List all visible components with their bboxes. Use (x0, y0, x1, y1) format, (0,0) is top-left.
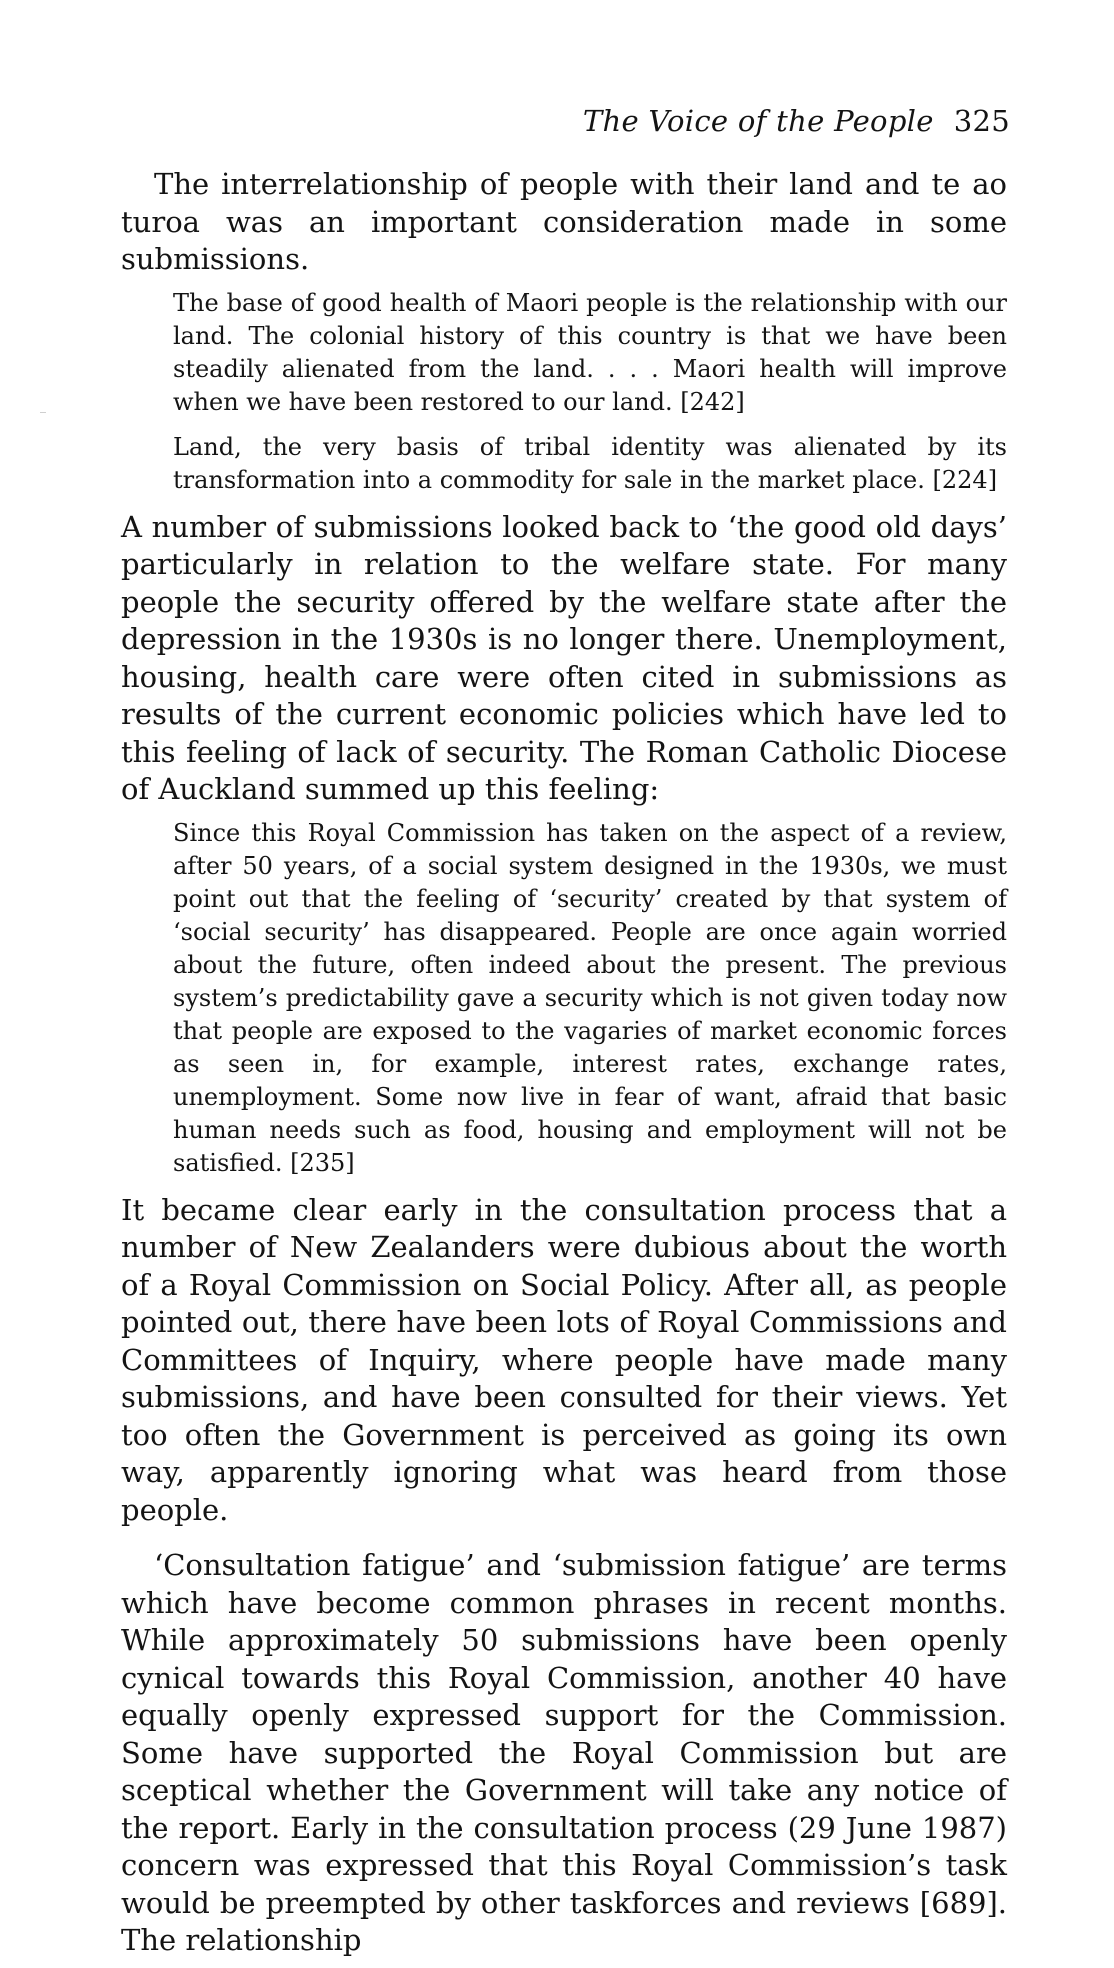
paragraph-consultation: It became clear early in the consultation process that a number of New Zealanders were dubious about the worth of a Royal Commission on Social Policy. After all, as people pointed out, there have been lots of Royal Commissions and Committees of Inquiry, where people have made many submissions, and have been consulted for their views. Yet too often the Government is perceived as going its own way, apparently ignoring what was heard from those people. (121, 1192, 1007, 1527)
paragraph-intro: The interrelationship of people with their land and te ao turoa was an important consideration made in some submissions. (121, 167, 1007, 276)
block-quote-health: The base of good health of Maori people is the relationship with our land. The colonial history of this country is that we have been steadily alienated from the land. . . . Maori health will improve when we have been restored to our land. [242] (173, 288, 1007, 416)
block-quote-land: Land, the very basis of tribal identity was alienated by its transformation into a commodity for sale in the market place. [224] (173, 432, 1007, 494)
paragraph-fatigue: ‘Consultation fatigue’ and ‘submission fatigue’ are terms which have become common phrases in recent months. While approximately 50 submissions have been openly cynical towards this Royal Commission, another 40 have equally openly expressed support for the Commission. Some have supported the Royal Commission but are sceptical whether the Government will take any notice of the report. Early in the consultation process (29 June 1987) concern was expressed that this Royal Commission’s task would be preempted by other taskforces and reviews [689]. The relationship (121, 1548, 1007, 1957)
page-number: 325 (953, 104, 1010, 138)
body-text (121, 166, 1007, 1968)
margin-mark (40, 412, 46, 413)
paragraph-welfare-state: A number of submissions looked back to ‘the good old days’ particularly in relation to the welfare state. For many people the security offered by the welfare state after the depression in the 1930s is no longer there. Unemployment, housing, health care were often cited in submissions as results of the current economic policies which have led to this feeling of lack of security. The Roman Catholic Diocese of Auckland summed up this feeling: (121, 509, 1007, 806)
block-quote-diocese: Since this Royal Commission has taken on the aspect of a review, after 50 years, of a social system designed in the 1930s, we must point out that the feeling of ‘security’ created by that system of ‘social security’ has disappeared. People are once again worried about the future, often indeed about the present. The previous system’s predictability gave a security which is not given today now that people are exposed to the vagaries of market economic forces as seen in, for example, interest rates, exchange rates, unemployment. Some now live in fear of want, afraid that basic human needs such as food, housing and employment will not be satisfied. [235] (173, 818, 1007, 1177)
running-title: The Voice of the People (582, 104, 934, 138)
running-head (583, 104, 1010, 138)
